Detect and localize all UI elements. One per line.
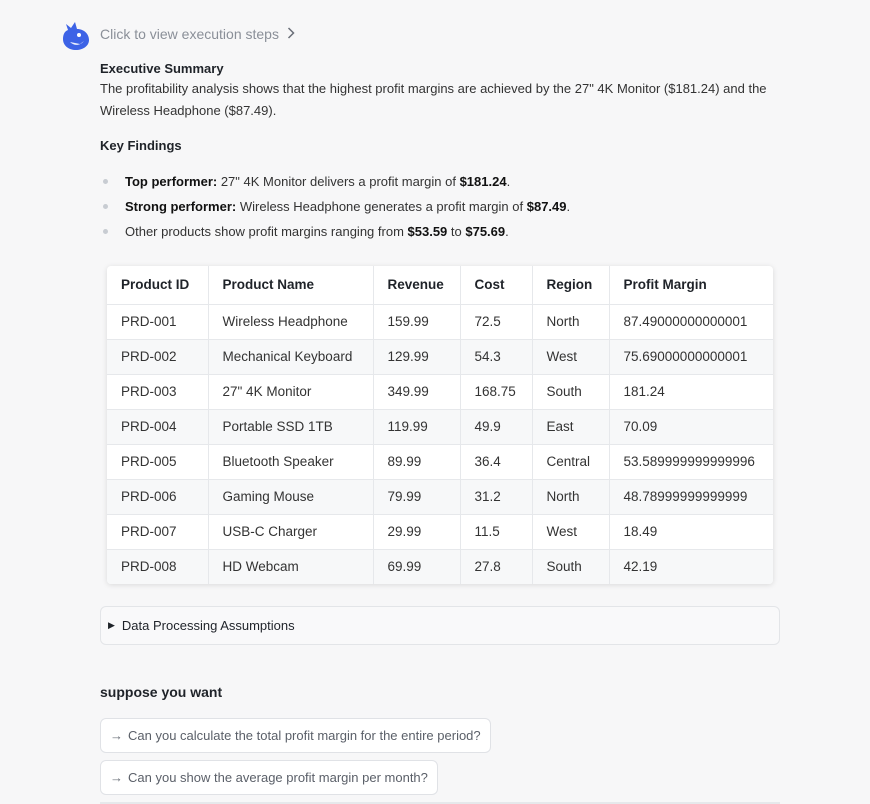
region-cell: South bbox=[532, 549, 609, 584]
product-name-cell: Bluetooth Speaker bbox=[208, 444, 373, 479]
key-findings-heading: Key Findings bbox=[100, 138, 182, 153]
finding-tail: . bbox=[566, 199, 571, 214]
product-id-cell: PRD-001 bbox=[107, 304, 208, 339]
column-header: Revenue bbox=[373, 266, 460, 304]
column-header: Product ID bbox=[107, 266, 208, 304]
finding-text: 27" 4K Monitor delivers a profit margin of bbox=[217, 174, 460, 189]
region-cell: East bbox=[532, 409, 609, 444]
suggestion-button[interactable] bbox=[100, 718, 491, 753]
product-id-cell: PRD-006 bbox=[107, 479, 208, 514]
profit-margin-cell: 48.78999999999999 bbox=[609, 479, 773, 514]
product-id-cell: PRD-003 bbox=[107, 374, 208, 409]
cost-cell: 72.5 bbox=[460, 304, 532, 339]
revenue-cell: 129.99 bbox=[373, 339, 460, 374]
column-header: Product Name bbox=[208, 266, 373, 304]
list-item bbox=[103, 219, 780, 244]
assumptions-label: Data Processing Assumptions bbox=[121, 618, 295, 633]
revenue-cell: 159.99 bbox=[373, 304, 460, 339]
product-name-cell: Mechanical Keyboard bbox=[208, 339, 373, 374]
finding-text: Other products show profit margins ranging from bbox=[125, 224, 408, 239]
cost-cell: 49.9 bbox=[460, 409, 532, 444]
finding-value: $181.24 bbox=[459, 174, 507, 189]
suggestion-label: Can you show the average profit margin per month? bbox=[128, 770, 428, 785]
profit-table-container bbox=[107, 266, 773, 584]
revenue-cell: 119.99 bbox=[373, 409, 460, 444]
finding-text: Wireless Headphone generates a profit margin of bbox=[236, 199, 527, 214]
table-row bbox=[107, 444, 773, 479]
profit-margin-cell: 42.19 bbox=[609, 549, 773, 584]
chevron-right-icon bbox=[287, 26, 295, 42]
table-header-row bbox=[107, 266, 773, 304]
profit-margin-cell: 18.49 bbox=[609, 514, 773, 549]
profit-margin-cell: 70.09 bbox=[609, 409, 773, 444]
column-header: Region bbox=[532, 266, 609, 304]
list-item bbox=[103, 194, 780, 219]
product-name-cell: USB-C Charger bbox=[208, 514, 373, 549]
finding-text: to bbox=[447, 224, 466, 239]
data-processing-assumptions-toggle[interactable] bbox=[100, 606, 780, 645]
bullet-icon bbox=[103, 229, 108, 234]
assistant-logo-icon bbox=[62, 20, 90, 50]
product-name-cell: Wireless Headphone bbox=[208, 304, 373, 339]
suggestions-heading: suppose you want bbox=[100, 684, 223, 700]
finding-value: $75.69 bbox=[465, 224, 506, 239]
region-cell: West bbox=[532, 339, 609, 374]
region-cell: West bbox=[532, 514, 609, 549]
bullet-icon bbox=[103, 179, 108, 184]
profit-table bbox=[107, 266, 773, 584]
column-header: Profit Margin bbox=[609, 266, 773, 304]
finding-label: Strong performer: bbox=[125, 199, 237, 214]
bullet-icon bbox=[103, 204, 108, 209]
revenue-cell: 349.99 bbox=[373, 374, 460, 409]
region-cell: North bbox=[532, 304, 609, 339]
view-execution-steps-link[interactable] bbox=[100, 26, 295, 42]
profit-margin-cell: 53.589999999999996 bbox=[609, 444, 773, 479]
product-id-cell: PRD-008 bbox=[107, 549, 208, 584]
profit-margin-cell: 87.49000000000001 bbox=[609, 304, 773, 339]
revenue-cell: 69.99 bbox=[373, 549, 460, 584]
cost-cell: 168.75 bbox=[460, 374, 532, 409]
product-id-cell: PRD-002 bbox=[107, 339, 208, 374]
finding-value: $87.49 bbox=[526, 199, 567, 214]
revenue-cell: 29.99 bbox=[373, 514, 460, 549]
executive-summary-text: The profitability analysis shows that the highest profit margins are achieved by the 27" 4K Monitor ($181.24) and the Wireless Headphone ($87.49). bbox=[100, 81, 767, 118]
finding-tail: . bbox=[505, 224, 509, 239]
triangle-right-icon: ▶ bbox=[108, 620, 115, 630]
profit-margin-cell: 75.69000000000001 bbox=[609, 339, 773, 374]
table-row bbox=[107, 479, 773, 514]
product-name-cell: Gaming Mouse bbox=[208, 479, 373, 514]
key-findings-list bbox=[100, 169, 780, 244]
product-id-cell: PRD-007 bbox=[107, 514, 208, 549]
suggestion-label: Can you calculate the total profit margin for the entire period? bbox=[128, 728, 481, 743]
table-row bbox=[107, 374, 773, 409]
profit-margin-cell: 181.24 bbox=[609, 374, 773, 409]
table-row bbox=[107, 549, 773, 584]
list-item bbox=[103, 169, 780, 194]
revenue-cell: 79.99 bbox=[373, 479, 460, 514]
column-header: Cost bbox=[460, 266, 532, 304]
response-content bbox=[100, 60, 780, 244]
cost-cell: 36.4 bbox=[460, 444, 532, 479]
region-cell: North bbox=[532, 479, 609, 514]
table-row bbox=[107, 304, 773, 339]
arrow-right-icon: → bbox=[110, 770, 123, 785]
product-name-cell: HD Webcam bbox=[208, 549, 373, 584]
steps-link-label: Click to view execution steps bbox=[100, 26, 279, 42]
table-body bbox=[107, 304, 773, 584]
table-row bbox=[107, 514, 773, 549]
assistant-avatar bbox=[62, 20, 90, 50]
cost-cell: 54.3 bbox=[460, 339, 532, 374]
cost-cell: 31.2 bbox=[460, 479, 532, 514]
region-cell: Central bbox=[532, 444, 609, 479]
suggestion-button[interactable] bbox=[100, 760, 438, 795]
arrow-right-icon: → bbox=[110, 728, 123, 743]
finding-tail: . bbox=[506, 174, 511, 189]
product-name-cell: Portable SSD 1TB bbox=[208, 409, 373, 444]
region-cell: South bbox=[532, 374, 609, 409]
revenue-cell: 89.99 bbox=[373, 444, 460, 479]
finding-value: $53.59 bbox=[407, 224, 448, 239]
table-row bbox=[107, 409, 773, 444]
product-id-cell: PRD-004 bbox=[107, 409, 208, 444]
product-name-cell: 27" 4K Monitor bbox=[208, 374, 373, 409]
table-row bbox=[107, 339, 773, 374]
cost-cell: 11.5 bbox=[460, 514, 532, 549]
cost-cell: 27.8 bbox=[460, 549, 532, 584]
product-id-cell: PRD-005 bbox=[107, 444, 208, 479]
finding-label: Top performer: bbox=[125, 174, 218, 189]
executive-summary-heading: Executive Summary bbox=[100, 61, 224, 76]
